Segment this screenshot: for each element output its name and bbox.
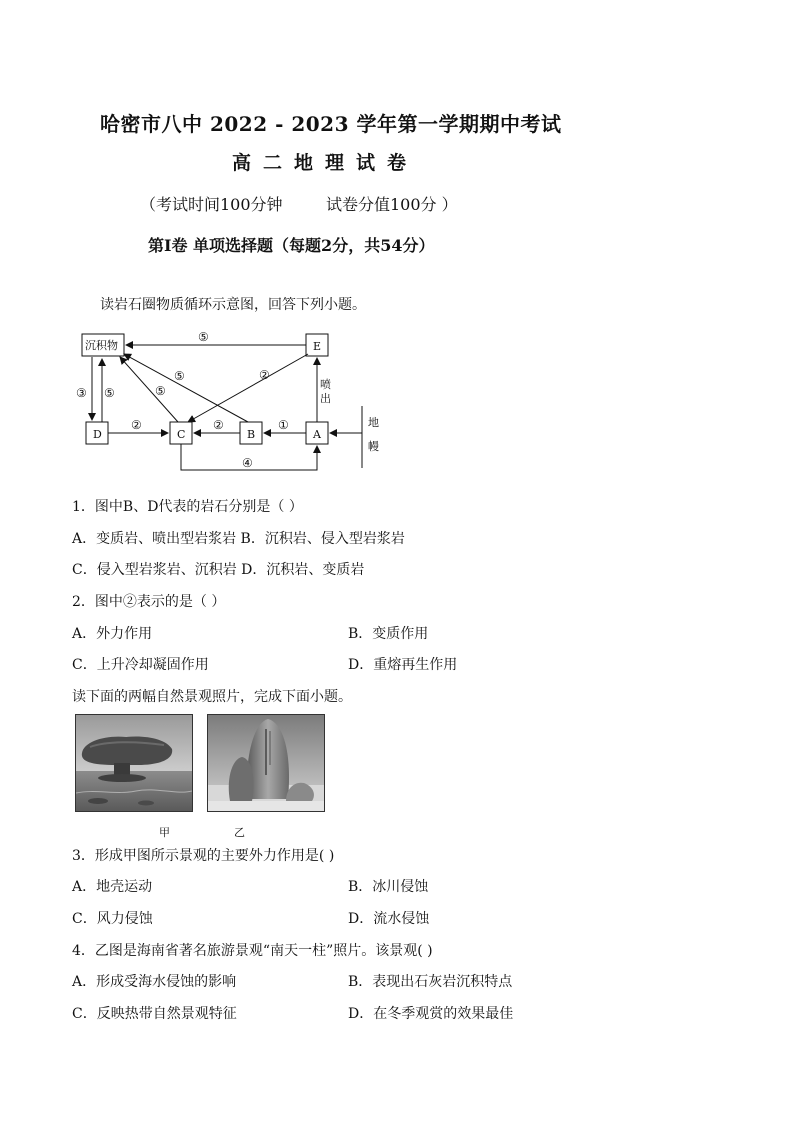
- exam-time-info: （考试时间100分钟: [140, 195, 283, 214]
- label-two-bc: ②: [213, 418, 224, 432]
- label-five-top: ⑤: [198, 330, 209, 344]
- q4-option-b: B．表现出石灰岩沉积特点: [348, 974, 513, 990]
- label-a: A: [313, 428, 321, 441]
- q2-option-c: C．上升冷却凝固作用: [72, 657, 209, 673]
- section-heading: 第Ⅰ卷 单项选择题（每题2分，共54分）: [148, 236, 435, 255]
- q2-option-a: A．外力作用: [72, 626, 153, 642]
- photo-nantian-yizhu: [207, 714, 325, 812]
- q3-option-a: A．地壳运动: [72, 879, 153, 895]
- label-c: C: [177, 428, 186, 441]
- label-five-b: ⑤: [174, 369, 185, 383]
- q2-stem: 2．图中②表示的是（ ）: [72, 594, 226, 610]
- label-eruption-1: 喷: [320, 378, 331, 391]
- rock-cycle-diagram: [70, 322, 390, 474]
- q2-option-d: D．重熔再生作用: [348, 657, 458, 673]
- caption-jia: 甲: [159, 826, 170, 839]
- label-four: ④: [242, 456, 253, 470]
- label-mantle-1: 地: [368, 416, 379, 429]
- group1-intro: 读岩石圈物质循环示意图，回答下列小题。: [100, 297, 366, 313]
- label-b: B: [247, 428, 256, 441]
- label-one: ①: [278, 418, 289, 432]
- q4-option-d: D．在冬季观赏的效果最佳: [348, 1006, 514, 1022]
- label-five-c: ⑤: [155, 384, 166, 398]
- exam-title: 哈密市八中 2022 - 2023 学年第一学期期中考试: [100, 112, 562, 136]
- q1-stem: 1．图中B、D代表的岩石分别是（ ）: [72, 499, 303, 515]
- q2-option-b: B．变质作用: [348, 626, 429, 642]
- label-three: ③: [76, 386, 87, 400]
- arrow-e-c: [188, 354, 308, 422]
- label-mantle-2: 幔: [368, 440, 379, 453]
- exam-subtitle: 高二地理试卷: [232, 152, 419, 174]
- arrow-b-sediment: [124, 354, 248, 422]
- label-e: E: [313, 340, 322, 353]
- q3-stem: 3．形成甲图所示景观的主要外力作用是( ): [72, 848, 335, 864]
- label-two-dc: ②: [131, 418, 142, 432]
- q4-option-c: C．反映热带自然景观特征: [72, 1006, 237, 1022]
- caption-yi: 乙: [234, 826, 245, 839]
- exam-score-info: 试卷分值100分 ）: [326, 195, 458, 214]
- label-eruption-2: 出: [320, 392, 331, 405]
- q4-option-a: A．形成受海水侵蚀的影响: [72, 974, 237, 990]
- label-five-d: ⑤: [104, 386, 115, 400]
- q1-options-line1: A．变质岩、喷出型岩浆岩 B．沉积岩、侵入型岩浆岩: [72, 531, 405, 547]
- q3-option-b: B．冰川侵蚀: [348, 879, 429, 895]
- q3-option-d: D．流水侵蚀: [348, 911, 430, 927]
- q4-stem: 4．乙图是海南省著名旅游景观“南天一柱”照片。该景观( ): [72, 943, 433, 959]
- arrow-c-sediment: [120, 357, 178, 422]
- q3-option-c: C．风力侵蚀: [72, 911, 153, 927]
- label-d: D: [93, 428, 102, 441]
- label-two-ec: ②: [259, 368, 270, 382]
- group2-intro: 读下面的两幅自然景观照片，完成下面小题。: [72, 689, 352, 705]
- label-sediment: 沉积物: [85, 339, 118, 352]
- q1-options-line2: C．侵入型岩浆岩、沉积岩 D．沉积岩、变质岩: [72, 562, 365, 578]
- photo-mushroom-rock: [75, 714, 193, 812]
